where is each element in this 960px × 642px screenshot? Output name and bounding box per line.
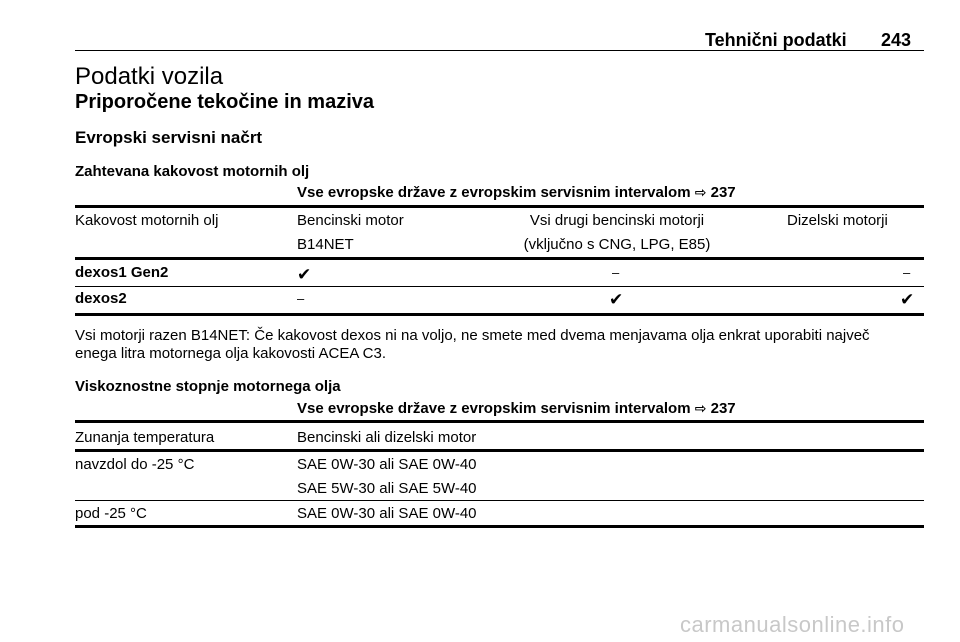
table2-value: SAE 5W-30 ali SAE 5W-40	[297, 480, 477, 497]
check-icon: ✔	[900, 290, 915, 309]
note-line: enega litra motornega olja kakovosti ACEA C3.	[75, 345, 387, 362]
table2-group-header	[297, 400, 736, 417]
table1-bottom-rule	[75, 313, 924, 316]
table2-col-header: Zunanja temperatura	[75, 429, 215, 446]
table1-col-header-sub: B14NET	[297, 236, 354, 253]
dash-icon: –	[612, 265, 620, 280]
table1-col-header: Dizelski motorji	[787, 212, 888, 229]
table1-col-header: Vsi drugi bencinski motorji	[529, 212, 705, 229]
page-subtitle: Priporočene tekočine in maziva	[75, 91, 374, 113]
table2-bottom-rule	[75, 525, 924, 528]
table1-row-label: dexos1 Gen2	[75, 264, 169, 281]
table1-row-label: dexos2	[75, 290, 127, 307]
table1-top-rule	[75, 205, 924, 208]
running-header: Tehnični podatki	[705, 30, 847, 50]
table2-row-rule	[75, 500, 924, 501]
table2-value: SAE 0W-30 ali SAE 0W-40	[297, 456, 477, 473]
table2-value: SAE 0W-30 ali SAE 0W-40	[297, 505, 477, 522]
table2-group-ref[interactable]: 237	[710, 400, 736, 417]
table2-col-header: Bencinski ali dizelski motor	[297, 429, 477, 446]
reference-arrow-icon: ⇨	[694, 184, 707, 200]
table1-group-header	[297, 184, 736, 201]
table2-caption: Viskoznostne stopnje motornega olja	[75, 378, 341, 395]
page-title: Podatki vozila	[75, 63, 224, 90]
table2-group-label: Vse evropske države z evropskim servisnim intervalom	[297, 400, 691, 417]
reference-arrow-icon: ⇨	[694, 400, 707, 416]
table2-header-rule	[75, 449, 924, 452]
check-icon: ✔	[609, 290, 624, 309]
table2-temp: navzdol do -25 °C	[75, 456, 195, 473]
dash-icon: –	[903, 265, 911, 280]
table1-group-label: Vse evropske države z evropskim servisnim intervalom	[297, 184, 691, 201]
table2-temp: pod -25 °C	[75, 505, 147, 522]
check-icon: ✔	[297, 265, 312, 284]
table1-col-header: Bencinski motor	[297, 212, 404, 229]
header-rule	[75, 50, 924, 51]
note-line: Vsi motorji razen B14NET: Če kakovost dexos ni na voljo, ne smete med dvema menjavama olja enkrat uporabiti največ	[75, 327, 870, 344]
page-number: 243	[881, 30, 912, 50]
table1-group-ref[interactable]: 237	[710, 184, 736, 201]
table1-col-header-sub: (vključno s CNG, LPG, E85)	[523, 236, 711, 253]
table1-caption: Zahtevana kakovost motornih olj	[75, 163, 310, 180]
section-heading: Evropski servisni načrt	[75, 128, 263, 147]
table1-col-header: Kakovost motornih olj	[75, 212, 219, 229]
table2-top-rule	[75, 420, 924, 423]
watermark: carmanualsonline.info	[680, 612, 905, 637]
dash-icon: –	[297, 291, 305, 306]
table1-row-rule	[75, 286, 924, 287]
table1-header-rule	[75, 257, 924, 260]
